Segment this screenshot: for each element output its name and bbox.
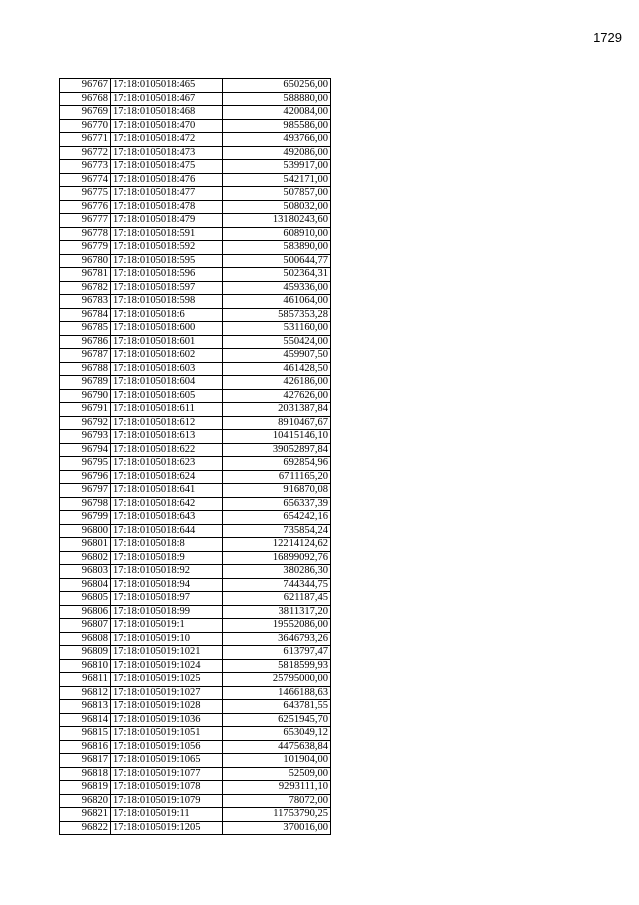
table-row — [60, 538, 331, 552]
cadastral-number-cell: 17:18:0105018:603 — [111, 362, 223, 376]
table-row — [60, 403, 331, 417]
table-row — [60, 335, 331, 349]
row-number-cell: 96817 — [60, 754, 111, 768]
cadastral-number-cell: 17:18:0105018:644 — [111, 524, 223, 538]
table-row — [60, 821, 331, 835]
table-row — [60, 389, 331, 403]
table-row — [60, 524, 331, 538]
cadastral-number-cell: 17:18:0105018:92 — [111, 565, 223, 579]
table-row — [60, 713, 331, 727]
table-row — [60, 497, 331, 511]
value-cell: 1466188,63 — [223, 686, 331, 700]
value-cell: 583890,00 — [223, 241, 331, 255]
value-cell: 459336,00 — [223, 281, 331, 295]
value-cell: 613797,47 — [223, 646, 331, 660]
row-number-cell: 96811 — [60, 673, 111, 687]
table-row — [60, 254, 331, 268]
row-number-cell: 96801 — [60, 538, 111, 552]
value-cell: 12214124,62 — [223, 538, 331, 552]
row-number-cell: 96809 — [60, 646, 111, 660]
cadastral-number-cell: 17:18:0105019:1079 — [111, 794, 223, 808]
value-cell: 101904,00 — [223, 754, 331, 768]
value-cell: 461428,50 — [223, 362, 331, 376]
value-cell: 3646793,26 — [223, 632, 331, 646]
table-row — [60, 349, 331, 363]
table-row — [60, 322, 331, 336]
table-row — [60, 754, 331, 768]
table-row — [60, 416, 331, 430]
row-number-cell: 96802 — [60, 551, 111, 565]
cadastral-number-cell: 17:18:0105018:597 — [111, 281, 223, 295]
value-cell: 507857,00 — [223, 187, 331, 201]
cadastral-number-cell: 17:18:0105018:477 — [111, 187, 223, 201]
value-cell: 420084,00 — [223, 106, 331, 120]
value-cell: 654242,16 — [223, 511, 331, 525]
row-number-cell: 96780 — [60, 254, 111, 268]
row-number-cell: 96787 — [60, 349, 111, 363]
table-row — [60, 430, 331, 444]
cadastral-number-cell: 17:18:0105018:600 — [111, 322, 223, 336]
row-number-cell: 96812 — [60, 686, 111, 700]
table-row — [60, 146, 331, 160]
cadastral-number-cell: 17:18:0105018:602 — [111, 349, 223, 363]
row-number-cell: 96786 — [60, 335, 111, 349]
cadastral-number-cell: 17:18:0105019:10 — [111, 632, 223, 646]
table-row — [60, 92, 331, 106]
table-row — [60, 200, 331, 214]
row-number-cell: 96794 — [60, 443, 111, 457]
value-cell: 5818599,93 — [223, 659, 331, 673]
table-row — [60, 794, 331, 808]
value-cell: 370016,00 — [223, 821, 331, 835]
cadastral-number-cell: 17:18:0105018:470 — [111, 119, 223, 133]
value-cell: 459907,50 — [223, 349, 331, 363]
cadastral-number-cell: 17:18:0105018:465 — [111, 79, 223, 93]
row-number-cell: 96821 — [60, 808, 111, 822]
row-number-cell: 96822 — [60, 821, 111, 835]
table-row — [60, 632, 331, 646]
cadastral-number-cell: 17:18:0105018:99 — [111, 605, 223, 619]
row-number-cell: 96816 — [60, 740, 111, 754]
cadastral-number-cell: 17:18:0105018:478 — [111, 200, 223, 214]
value-cell: 650256,00 — [223, 79, 331, 93]
value-cell: 500644,77 — [223, 254, 331, 268]
row-number-cell: 96779 — [60, 241, 111, 255]
cadastral-number-cell: 17:18:0105018:624 — [111, 470, 223, 484]
table-row — [60, 727, 331, 741]
row-number-cell: 96797 — [60, 484, 111, 498]
row-number-cell: 96768 — [60, 92, 111, 106]
table-row — [60, 214, 331, 228]
row-number-cell: 96785 — [60, 322, 111, 336]
value-cell: 380286,30 — [223, 565, 331, 579]
value-cell: 25795000,00 — [223, 673, 331, 687]
table-row — [60, 241, 331, 255]
value-cell: 653049,12 — [223, 727, 331, 741]
value-cell: 916870,08 — [223, 484, 331, 498]
row-number-cell: 96781 — [60, 268, 111, 282]
row-number-cell: 96815 — [60, 727, 111, 741]
table-row — [60, 781, 331, 795]
table-row — [60, 565, 331, 579]
table-row — [60, 281, 331, 295]
row-number-cell: 96776 — [60, 200, 111, 214]
row-number-cell: 96813 — [60, 700, 111, 714]
row-number-cell: 96814 — [60, 713, 111, 727]
cadastral-number-cell: 17:18:0105018:591 — [111, 227, 223, 241]
row-number-cell: 96807 — [60, 619, 111, 633]
cadastral-number-cell: 17:18:0105019:1065 — [111, 754, 223, 768]
value-cell: 11753790,25 — [223, 808, 331, 822]
value-cell: 78072,00 — [223, 794, 331, 808]
value-cell: 10415146,10 — [223, 430, 331, 444]
table-row — [60, 457, 331, 471]
cadastral-number-cell: 17:18:0105018:612 — [111, 416, 223, 430]
value-cell: 539917,00 — [223, 160, 331, 174]
value-cell: 13180243,60 — [223, 214, 331, 228]
table-body — [60, 79, 331, 835]
value-cell: 508032,00 — [223, 200, 331, 214]
cadastral-number-cell: 17:18:0105018:475 — [111, 160, 223, 174]
table-row — [60, 646, 331, 660]
cadastral-number-cell: 17:18:0105018:622 — [111, 443, 223, 457]
value-cell: 52509,00 — [223, 767, 331, 781]
table-row — [60, 470, 331, 484]
table-row — [60, 619, 331, 633]
row-number-cell: 96808 — [60, 632, 111, 646]
value-cell: 39052897,84 — [223, 443, 331, 457]
row-number-cell: 96806 — [60, 605, 111, 619]
cadastral-number-cell: 17:18:0105019:1028 — [111, 700, 223, 714]
cadastral-number-cell: 17:18:0105019:1051 — [111, 727, 223, 741]
row-number-cell: 96772 — [60, 146, 111, 160]
table-row — [60, 227, 331, 241]
cadastral-number-cell: 17:18:0105018:476 — [111, 173, 223, 187]
table-row — [60, 578, 331, 592]
row-number-cell: 96783 — [60, 295, 111, 309]
row-number-cell: 96805 — [60, 592, 111, 606]
table-row — [60, 362, 331, 376]
cadastral-number-cell: 17:18:0105019:11 — [111, 808, 223, 822]
value-cell: 744344,75 — [223, 578, 331, 592]
cadastral-number-cell: 17:18:0105019:1021 — [111, 646, 223, 660]
table-row — [60, 160, 331, 174]
cadastral-number-cell: 17:18:0105018:642 — [111, 497, 223, 511]
cadastral-number-cell: 17:18:0105018:605 — [111, 389, 223, 403]
value-cell: 6711165,20 — [223, 470, 331, 484]
row-number-cell: 96775 — [60, 187, 111, 201]
row-number-cell: 96792 — [60, 416, 111, 430]
row-number-cell: 96777 — [60, 214, 111, 228]
value-cell: 621187,45 — [223, 592, 331, 606]
row-number-cell: 96771 — [60, 133, 111, 147]
row-number-cell: 96773 — [60, 160, 111, 174]
table-row — [60, 659, 331, 673]
value-cell: 502364,31 — [223, 268, 331, 282]
row-number-cell: 96800 — [60, 524, 111, 538]
cadastral-value-table — [59, 78, 331, 835]
row-number-cell: 96784 — [60, 308, 111, 322]
cadastral-number-cell: 17:18:0105018:623 — [111, 457, 223, 471]
cadastral-number-cell: 17:18:0105019:1024 — [111, 659, 223, 673]
value-cell: 8910467,67 — [223, 416, 331, 430]
cadastral-number-cell: 17:18:0105018:643 — [111, 511, 223, 525]
value-cell: 550424,00 — [223, 335, 331, 349]
table-row — [60, 376, 331, 390]
cadastral-number-cell: 17:18:0105018:611 — [111, 403, 223, 417]
table-row — [60, 740, 331, 754]
cadastral-number-cell: 17:18:0105018:598 — [111, 295, 223, 309]
row-number-cell: 96819 — [60, 781, 111, 795]
value-cell: 542171,00 — [223, 173, 331, 187]
row-number-cell: 96793 — [60, 430, 111, 444]
value-cell: 493766,00 — [223, 133, 331, 147]
value-cell: 588880,00 — [223, 92, 331, 106]
cadastral-number-cell: 17:18:0105018:596 — [111, 268, 223, 282]
cadastral-number-cell: 17:18:0105019:1077 — [111, 767, 223, 781]
cadastral-number-cell: 17:18:0105019:1205 — [111, 821, 223, 835]
row-number-cell: 96788 — [60, 362, 111, 376]
row-number-cell: 96798 — [60, 497, 111, 511]
row-number-cell: 96774 — [60, 173, 111, 187]
row-number-cell: 96782 — [60, 281, 111, 295]
table-row — [60, 173, 331, 187]
table-row — [60, 308, 331, 322]
value-cell: 985586,00 — [223, 119, 331, 133]
value-cell: 5857353,28 — [223, 308, 331, 322]
value-cell: 531160,00 — [223, 322, 331, 336]
table-row — [60, 767, 331, 781]
value-cell: 426186,00 — [223, 376, 331, 390]
row-number-cell: 96796 — [60, 470, 111, 484]
value-cell: 656337,39 — [223, 497, 331, 511]
cadastral-number-cell: 17:18:0105019:1 — [111, 619, 223, 633]
cadastral-number-cell: 17:18:0105019:1025 — [111, 673, 223, 687]
page-number: 1729 — [593, 30, 622, 45]
table-row — [60, 808, 331, 822]
value-cell: 16899092,76 — [223, 551, 331, 565]
cadastral-number-cell: 17:18:0105018:94 — [111, 578, 223, 592]
table-row — [60, 686, 331, 700]
row-number-cell: 96799 — [60, 511, 111, 525]
table-row — [60, 484, 331, 498]
table-row — [60, 673, 331, 687]
cadastral-number-cell: 17:18:0105018:595 — [111, 254, 223, 268]
cadastral-number-cell: 17:18:0105018:601 — [111, 335, 223, 349]
cadastral-number-cell: 17:18:0105019:1056 — [111, 740, 223, 754]
value-cell: 461064,00 — [223, 295, 331, 309]
table-row — [60, 119, 331, 133]
cadastral-number-cell: 17:18:0105018:467 — [111, 92, 223, 106]
row-number-cell: 96778 — [60, 227, 111, 241]
cadastral-number-cell: 17:18:0105018:592 — [111, 241, 223, 255]
table-row — [60, 268, 331, 282]
cadastral-number-cell: 17:18:0105018:473 — [111, 146, 223, 160]
cadastral-number-cell: 17:18:0105018:9 — [111, 551, 223, 565]
row-number-cell: 96789 — [60, 376, 111, 390]
cadastral-number-cell: 17:18:0105018:8 — [111, 538, 223, 552]
value-cell: 608910,00 — [223, 227, 331, 241]
table-row — [60, 443, 331, 457]
table-row — [60, 592, 331, 606]
row-number-cell: 96795 — [60, 457, 111, 471]
table-row — [60, 295, 331, 309]
table-row — [60, 511, 331, 525]
cadastral-number-cell: 17:18:0105018:613 — [111, 430, 223, 444]
value-cell: 19552086,00 — [223, 619, 331, 633]
value-cell: 735854,24 — [223, 524, 331, 538]
row-number-cell: 96820 — [60, 794, 111, 808]
value-cell: 692854,96 — [223, 457, 331, 471]
row-number-cell: 96791 — [60, 403, 111, 417]
cadastral-number-cell: 17:18:0105018:468 — [111, 106, 223, 120]
table-row — [60, 551, 331, 565]
value-cell: 492086,00 — [223, 146, 331, 160]
table-row — [60, 106, 331, 120]
cadastral-number-cell: 17:18:0105019:1027 — [111, 686, 223, 700]
row-number-cell: 96804 — [60, 578, 111, 592]
table-row — [60, 605, 331, 619]
cadastral-number-cell: 17:18:0105019:1078 — [111, 781, 223, 795]
cadastral-number-cell: 17:18:0105018:604 — [111, 376, 223, 390]
table-row — [60, 79, 331, 93]
cadastral-number-cell: 17:18:0105018:479 — [111, 214, 223, 228]
cadastral-number-cell: 17:18:0105018:641 — [111, 484, 223, 498]
value-cell: 643781,55 — [223, 700, 331, 714]
value-cell: 3811317,20 — [223, 605, 331, 619]
value-cell: 4475638,84 — [223, 740, 331, 754]
cadastral-number-cell: 17:18:0105018:6 — [111, 308, 223, 322]
value-cell: 2031387,84 — [223, 403, 331, 417]
row-number-cell: 96810 — [60, 659, 111, 673]
table-row — [60, 700, 331, 714]
table-row — [60, 187, 331, 201]
row-number-cell: 96767 — [60, 79, 111, 93]
row-number-cell: 96770 — [60, 119, 111, 133]
row-number-cell: 96790 — [60, 389, 111, 403]
value-cell: 6251945,70 — [223, 713, 331, 727]
row-number-cell: 96818 — [60, 767, 111, 781]
value-cell: 9293111,10 — [223, 781, 331, 795]
value-cell: 427626,00 — [223, 389, 331, 403]
row-number-cell: 96769 — [60, 106, 111, 120]
cadastral-number-cell: 17:18:0105018:472 — [111, 133, 223, 147]
cadastral-number-cell: 17:18:0105019:1036 — [111, 713, 223, 727]
row-number-cell: 96803 — [60, 565, 111, 579]
table-row — [60, 133, 331, 147]
cadastral-number-cell: 17:18:0105018:97 — [111, 592, 223, 606]
